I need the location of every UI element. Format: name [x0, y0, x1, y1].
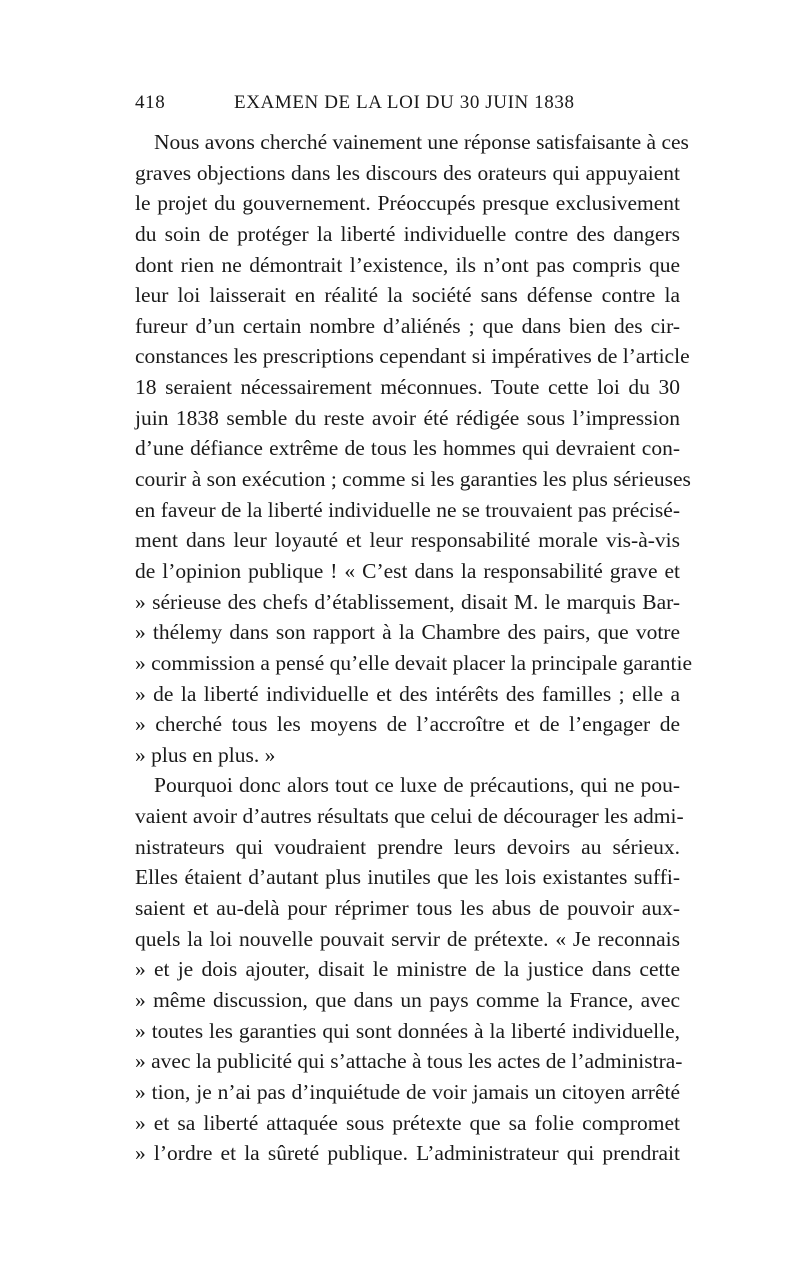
text-line: dont rien ne démontrait l’existence, ils n’ont pas compris que: [135, 252, 680, 277]
quote-line: » l’ordre et la sûreté publique. L’administrateur qui prendrait: [135, 1141, 680, 1166]
text-line: du soin de protéger la liberté individuelle contre des dangers: [135, 221, 680, 246]
quote-line: » tion, je n’ai pas d’inquiétude de voir jamais un citoyen arrêté: [135, 1079, 680, 1104]
text-line: d’une défiance extrême de tous les hommes qui devraient con-: [135, 436, 680, 461]
quote-line: » thélemy dans son rapport à la Chambre des pairs, que votre: [135, 620, 680, 645]
text-line: fureur d’un certain nombre d’aliénés ; que dans bien des cir-: [135, 313, 680, 338]
text-line: leur loi laisserait en réalité la société sans défense contre la: [135, 283, 680, 308]
text-line: de l’opinion publique ! « C’est dans la responsabilité grave et: [135, 558, 680, 583]
quote-line: » même discussion, que dans un pays comme la France, avec: [135, 987, 680, 1012]
text-line: Pourquoi donc alors tout ce luxe de précautions, qui ne pou-: [154, 773, 680, 798]
running-title: EXAMEN DE LA LOI DU 30 JUIN 1838: [234, 92, 575, 113]
text-line: vaient avoir d’autres résultats que celui de décourager les admi-: [135, 804, 684, 829]
page-number: 418: [135, 92, 166, 113]
quote-line: » et sa liberté attaquée sous prétexte que sa folie compromet: [135, 1110, 680, 1135]
quote-line: » avec la publicité qui s’attache à tous les actes de l’administra-: [135, 1049, 683, 1074]
text-line: ment dans leur loyauté et leur responsabilité morale vis-à-vis: [135, 528, 680, 553]
text-line: graves objections dans les discours des orateurs qui appuyaient: [135, 160, 680, 185]
text-line: le projet du gouvernement. Préoccupés presque exclusivement: [135, 191, 680, 216]
quote-line: » cherché tous les moyens de l’accroître et de l’engager de: [135, 712, 680, 737]
text-line: juin 1838 semble du reste avoir été rédigée sous l’impression: [135, 405, 680, 430]
quote-line: » commission a pensé qu’elle devait placer la principale garantie: [135, 650, 692, 675]
quote-line: » sérieuse des chefs d’établissement, disait M. le marquis Bar-: [135, 589, 680, 614]
text-line: constances les prescriptions cependant si impératives de l’article: [135, 344, 690, 369]
text-line: courir à son exécution ; comme si les garanties les plus sérieuses: [135, 467, 691, 492]
quote-line: » plus en plus. »: [135, 742, 276, 767]
text-line: saient et au-delà pour réprimer tous les abus de pouvoir aux-: [135, 896, 680, 921]
body-text: [135, 127, 692, 1169]
text-line: en faveur de la liberté individuelle ne se trouvaient pas précisé-: [135, 497, 680, 522]
page-header: [135, 92, 680, 120]
quote-line: » et je dois ajouter, disait le ministre de la justice dans cette: [135, 957, 680, 982]
text-line: 18 seraient nécessairement méconnues. Toute cette loi du 30: [135, 375, 680, 400]
text-line: nistrateurs qui voudraient prendre leurs devoirs au sérieux.: [135, 834, 680, 859]
text-line: quels la loi nouvelle pouvait servir de prétexte. « Je reconnais: [135, 926, 680, 951]
quote-line: » de la liberté individuelle et des intérêts des familles ; elle a: [135, 681, 680, 706]
text-line: Elles étaient d’autant plus inutiles que les lois existantes suffi-: [135, 865, 680, 890]
quote-line: » toutes les garanties qui sont données à la liberté individuelle,: [135, 1018, 680, 1043]
text-line: Nous avons cherché vainement une réponse satisfaisante à ces: [154, 130, 689, 154]
